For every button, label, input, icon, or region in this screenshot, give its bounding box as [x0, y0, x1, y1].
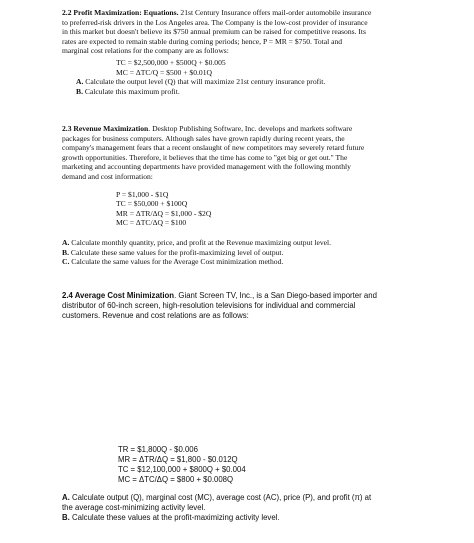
equation: MR = ΔTR/ΔQ = $1,000 - $2Q [116, 208, 212, 218]
section-2-3-paragraph [62, 124, 410, 182]
equation-group [62, 58, 410, 77]
question-item [62, 238, 410, 248]
question-label: A. [62, 493, 70, 502]
question-item [62, 493, 410, 503]
equation-group [62, 190, 410, 228]
question-text: Calculate these values at the profit-maximizing activity level. [71, 513, 280, 522]
equation: P = $1,000 - $1Q [116, 189, 169, 199]
equation: MC = ΔTC/ΔQ = $800 + $0.008Q [118, 475, 234, 484]
question-label: B. [62, 247, 69, 257]
body-line: . Desktop Publishing Software, Inc. develops and markets software [148, 124, 353, 133]
question-list [62, 77, 410, 96]
body-line: distributor of 60-inch screen, high-resolution televisions for individual and commercial [62, 301, 356, 310]
question-label: A. [62, 237, 70, 247]
equation: MC = ΔTC/ΔQ = $100 [116, 218, 187, 228]
question-list [62, 238, 410, 267]
body-line: . Giant Screen TV, Inc., is a San Diego-based importer and [174, 291, 377, 300]
question-text: Calculate these same values for the profit-maximizing level of output. [70, 247, 284, 257]
section-profit-maximization [62, 8, 410, 96]
section-revenue-maximization [62, 124, 410, 267]
equation: TC = $50,000 + $100Q [116, 199, 188, 209]
question-text: Calculate output (Q), marginal cost (MC), average cost (AC), price (P), and profit (π) at [71, 493, 372, 502]
body-line: growth opportunities. Therefore, it believes that the time has come to "get big or get out." The [62, 152, 348, 162]
body-line: packages for business computers. Although sales have grown rapidly during recent years, the [62, 133, 345, 143]
body-line: rates are expected to remain stable during coming periods; hence, P = MR = $750. Total and [62, 36, 343, 46]
section-2-2-paragraph [62, 8, 410, 56]
question-label: B. [76, 86, 83, 96]
question-text: Calculate monthly quantity, price, and profit at the Revenue maximizing output level. [71, 237, 332, 247]
equation: MR = ΔTR/ΔQ = $1,800 - $0.012Q [118, 455, 238, 464]
equation: TC = $12,100,000 + $800Q + $0.004 [118, 465, 246, 474]
question-label: B. [62, 513, 70, 522]
question-list [62, 493, 410, 523]
body-line: marketing and accounting departments have provided management with the following monthly [62, 162, 351, 172]
question-item [62, 503, 410, 513]
section-2-4-paragraph [62, 291, 410, 321]
question-label: C. [62, 257, 70, 267]
section-2-2-heading: 2.2 Profit Maximization: Equations. [62, 8, 179, 17]
equation: MC = ΔTC/Q = $500 + $0.01Q [116, 67, 212, 77]
question-item [62, 257, 410, 267]
body-line: in this market but doesn't believe its $750 annual premium can be raised for competitive reasons. Its [62, 27, 366, 37]
question-text: the average cost-minimizing activity level. [62, 503, 206, 512]
body-line: to preferred-risk drivers in the Los Angeles area. The Company is the low-cost provider of insurance [62, 17, 368, 27]
equation: TR = $1,800Q - $0.006 [118, 445, 198, 454]
equation: TC = $2,500,000 + $500Q + $0.005 [116, 57, 226, 67]
question-label: A. [76, 77, 84, 87]
section-2-3-heading: 2.3 Revenue Maximization [62, 124, 149, 133]
equation-group [62, 445, 410, 485]
question-item [62, 248, 410, 258]
body-line: company's management fears that a recent onslaught of new competitors may severely retard future [62, 143, 365, 153]
question-text: Calculate this maximum profit. [84, 86, 180, 96]
question-text: Calculate the same values for the Average Cost minimization method. [71, 257, 284, 267]
body-line: 21st Century Insurance offers mail-order automobile insurance [178, 8, 372, 17]
body-line: demand and cost information: [62, 171, 153, 181]
question-text: Calculate the output level (Q) that will maximize 21st century insurance profit. [85, 77, 326, 87]
question-item [62, 513, 410, 523]
body-line: customers. Revenue and cost relations are as follows: [62, 311, 249, 320]
section-2-4-equations [62, 445, 410, 523]
section-2-4-heading: 2.4 Average Cost Minimization [62, 291, 175, 300]
question-item [76, 77, 410, 87]
body-line: marginal cost relations for the company are as follows: [62, 46, 229, 56]
section-average-cost-minimization [62, 291, 410, 321]
question-item [76, 87, 410, 97]
